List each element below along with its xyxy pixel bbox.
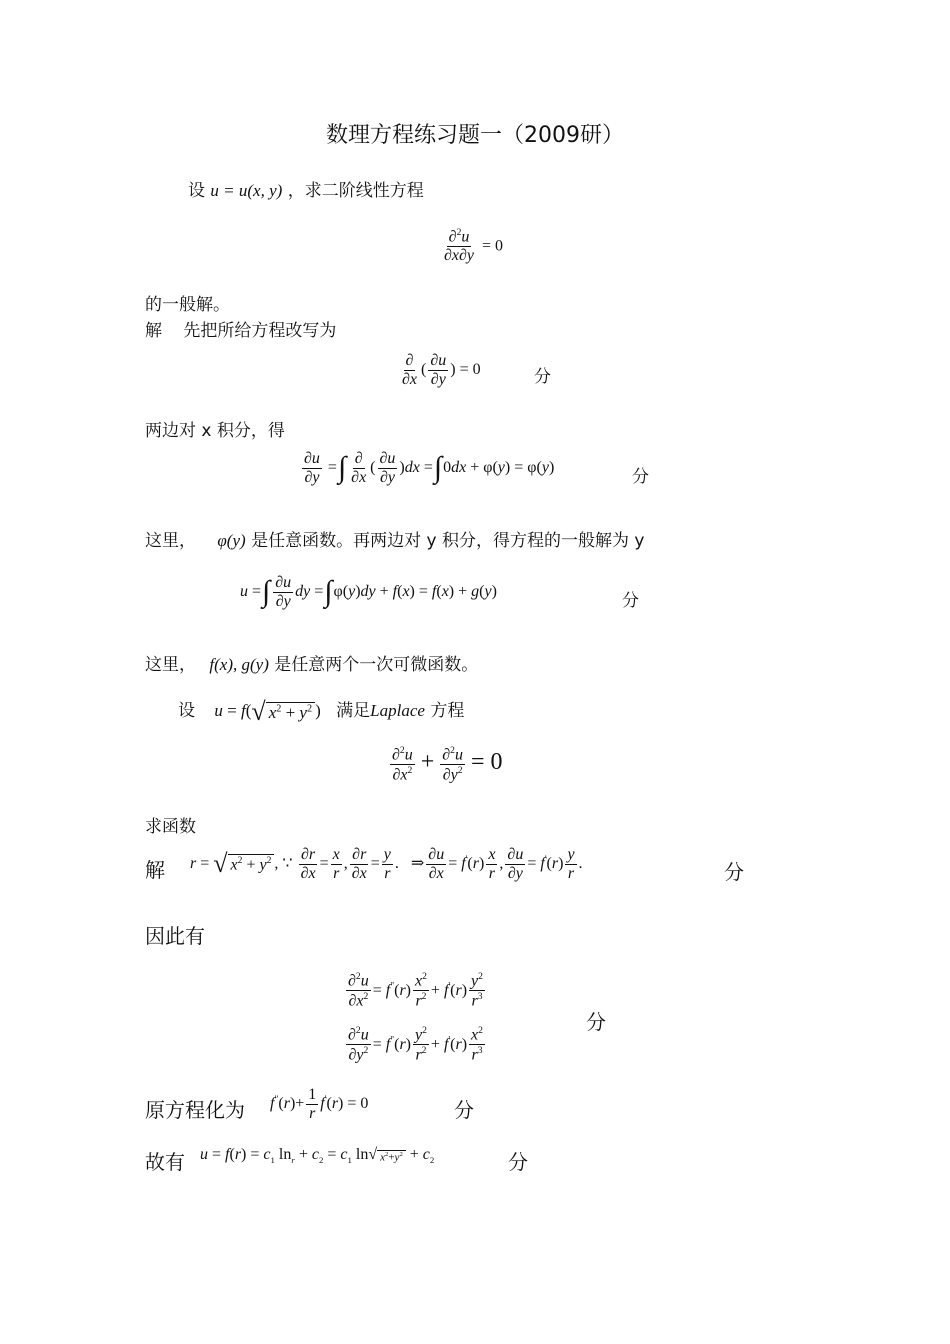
score-marker: 分 [586, 1010, 606, 1034]
hence-label: 故有 [145, 1150, 185, 1174]
reduced-label: 原方程化为 [145, 1098, 245, 1122]
p2-intro-suffix: 方程 [430, 701, 465, 721]
p2-solution-label: 解 [145, 858, 165, 882]
solution-label: 解 [145, 321, 162, 341]
second-derivative-x: $\frac{\partial^2u}{\partial x^2}$ = f"(r) $\frac{x^2}{r^2}$ + f'(r) $\frac{y^2}{r^3}$ [348, 971, 483, 1010]
score-marker: 分 [534, 367, 551, 387]
solution-text: 先把所给方程改写为 [183, 321, 337, 341]
problem1-intro [188, 176, 424, 201]
phi-note-prefix: 这里， [145, 531, 196, 551]
page-title: 数理方程练习题一（2009研） [326, 123, 624, 148]
integrate-x-text: 两边对 x 积分，得 [145, 421, 285, 441]
phi-note-suffix: 是任意函数。再两边对 y 积分，得方程的一般解为 y [251, 531, 645, 551]
fg-note-prefix: 这里， [145, 655, 196, 675]
rewritten-equation: $\frac{\partial}{\partial x}$ ( $\frac{\partial u}{\partial y}$ ) = 0 [402, 352, 481, 388]
p2-intro-mid: 满足 [336, 701, 371, 721]
reduced-equation: f"(r)+ $\frac{1}{r}$ f'(r) = 0 [270, 1086, 369, 1122]
after-equation-text: 的一般解。 [145, 295, 230, 315]
score-marker: 分 [632, 467, 649, 487]
intro-prefix: 设 [188, 181, 205, 201]
integrated-equation-1: $\frac{\partial u}{\partial y}$ =∫ $\frac{\partial}{\partial x}$ ( $\frac{\partial u}{\partial y}$ )dx =∫0dx + φ(y) = φ(y) [304, 450, 555, 486]
pde-equation: $\frac{\partial^2u}{\partial x\partial y}$ = 0 [444, 227, 504, 264]
score-marker: 分 [724, 860, 744, 884]
intro-suffix: ，求二阶线性方程 [287, 181, 424, 201]
fg-note [145, 650, 478, 675]
solution-line-1 [145, 316, 336, 341]
p2-intro-prefix: 设 [178, 701, 195, 721]
score-marker: 分 [508, 1150, 528, 1174]
fg-note-expr: f(x), g(y) [209, 655, 269, 674]
ask-text: 求函数 [145, 817, 196, 837]
laplace-equation: $\frac{\partial^2u}{\partial x^2}$ + $\frac{\partial^2u}{\partial y^2}$ = 0 [392, 745, 503, 784]
second-derivative-y: $\frac{\partial^2u}{\partial y^2}$ = f"(r) $\frac{y^2}{r^2}$ + f'(r) $\frac{x^2}{r^3}$ [348, 1025, 483, 1064]
score-marker: 分 [454, 1098, 474, 1122]
fg-note-suffix: 是任意两个一次可微函数。 [274, 655, 479, 675]
phi-note-expr: φ(y) [217, 531, 246, 550]
intro-equation: u = u(x, y) [210, 181, 283, 200]
general-solution: u =∫ $\frac{\partial u}{\partial y}$ dy =∫φ(y)dy + f(x) = f(x) + g(y) [240, 574, 497, 610]
problem2-intro: 设 u = f( √ $x^2 + y^2$ ) 满足Laplace 方程 [178, 697, 465, 727]
score-marker: 分 [622, 591, 639, 611]
phi-note [145, 526, 644, 551]
r-derivation: r = √ $x^2 + y^2$ , ∵ $\frac{\partial r}{\partial x}$ = $\frac{x}{r}$ , $\frac{\partial r}{\partial x}$ = $\frac{y}{r}$ . ⇒ $\frac{\partial u}{\partial x}$ = f'(r) $\frac{x}{r}$ , $\frac{\partial u}{\partial y}$ = f'(r) $\frac{y}{r}$ . [190, 846, 583, 882]
laplace-label: Laplace [370, 701, 425, 720]
final-solution: $u = f(r) = c_1$ $\ln_r + c_2 = c_1$ ln √ $x^2+y^2$ + $c_2$ [200, 1146, 435, 1166]
therefore-text: 因此有 [145, 924, 205, 948]
